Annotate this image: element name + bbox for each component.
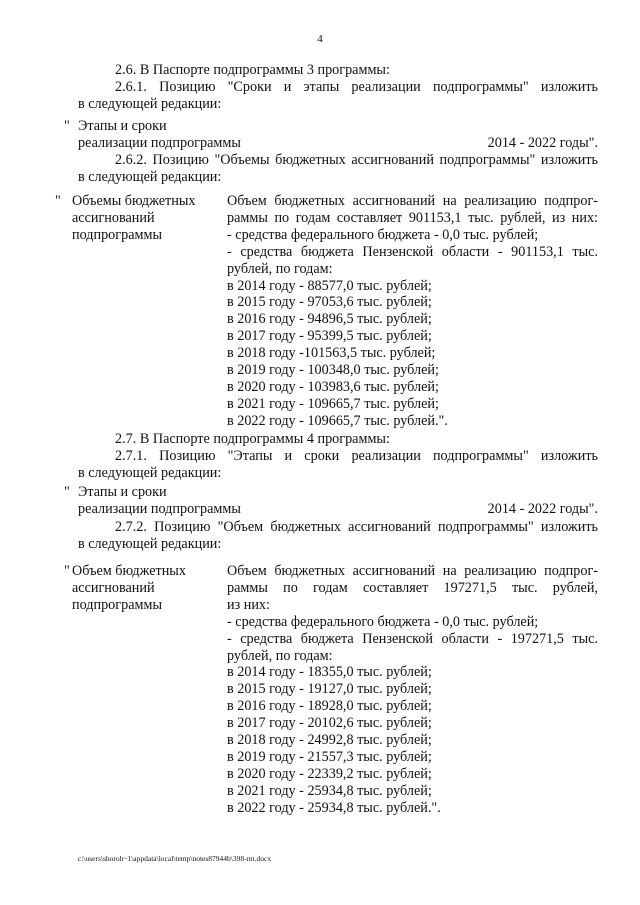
paragraph-2-7-2-line-1: 2.7.2. Позицию "Объем бюджетных ассигнований подпрограммы" изложить	[115, 519, 598, 535]
opening-quote-mark: "	[64, 563, 70, 579]
budget-volume-label-line: ассигнований	[72, 209, 155, 226]
opening-quote-mark: "	[64, 118, 70, 134]
budget-volume-text	[227, 193, 598, 430]
stages-years-value: 2014 - 2022 годы".	[487, 501, 598, 517]
budget-year-line: в 2017 году - 20102,6 тыс. рублей;	[227, 715, 432, 732]
budget-year-line: в 2014 году - 88577,0 тыс. рублей;	[227, 277, 432, 294]
paragraph-2-6-1-line-2: в следующей редакции:	[78, 96, 222, 112]
budget-volume-label-line: подпрограммы	[72, 226, 162, 243]
budget-year-line: в 2016 году - 94896,5 тыс. рублей;	[227, 311, 432, 328]
budget-year-line: в 2021 году - 109665,7 тыс. рублей;	[227, 395, 439, 412]
budget-volume-text	[227, 563, 598, 817]
section-2-7-heading: 2.7. В Паспорте подпрограммы 4 программы:	[115, 431, 390, 447]
stages-label-line: Этапы и сроки	[78, 484, 167, 500]
section-2-6-heading: 2.6. В Паспорте подпрограммы 3 программы:	[115, 62, 390, 78]
budget-year-line: в 2022 году - 109665,7 тыс. рублей.".	[227, 412, 448, 429]
budget-year-line: в 2015 году - 97053,6 тыс. рублей;	[227, 294, 432, 311]
budget-year-line: в 2019 году - 100348,0 тыс. рублей;	[227, 362, 439, 379]
paragraph-2-7-2-line-2: в следующей редакции:	[78, 536, 222, 552]
budget-volume-label	[72, 193, 222, 244]
budget-year-line: в 2019 году - 21557,3 тыс. рублей;	[227, 748, 432, 765]
stages-label-line: реализации подпрограммы	[78, 500, 241, 517]
stages-position-4	[78, 484, 598, 518]
budget-volume-label-line: Объемы бюджетных	[72, 193, 196, 209]
paragraph-2-6-2-line-1: 2.6.2. Позицию "Объемы бюджетных ассигнований подпрограммы" изложить	[115, 152, 598, 168]
stages-label-line: реализации подпрограммы	[78, 134, 241, 151]
budget-year-line: в 2017 году - 95399,5 тыс. рублей;	[227, 328, 432, 345]
paragraph-2-6-2-line-2: в следующей редакции:	[78, 169, 222, 185]
budget-year-line: в 2015 году - 19127,0 тыс. рублей;	[227, 681, 432, 698]
page-number: 4	[317, 33, 323, 45]
budget-volume-label-line: Объем бюджетных	[72, 563, 186, 579]
budget-volume-label-line: ассигнований	[72, 579, 155, 596]
budget-year-line: в 2020 году - 103983,6 тыс. рублей;	[227, 378, 439, 395]
paragraph-2-7-1-line-2: в следующей редакции:	[78, 465, 222, 481]
stages-years-value: 2014 - 2022 годы".	[487, 135, 598, 151]
budget-volume-label-line: подпрограммы	[72, 596, 162, 613]
document-file-path: c:\users\shoroh~1\appdata\local\temp\notes87944b\398-пп.docx	[78, 854, 272, 863]
budget-text-line: - средства бюджета Пензенской области - 901153,1 тыс.	[227, 243, 598, 260]
stages-position-3	[78, 118, 598, 152]
budget-year-line: в 2020 году - 22339,2 тыс. рублей;	[227, 765, 432, 782]
budget-year-line: в 2022 году - 25934,8 тыс. рублей.".	[227, 799, 441, 816]
paragraph-2-7-1-line-1: 2.7.1. Позицию "Этапы и сроки реализации подпрограммы" изложить	[115, 448, 598, 464]
stages-label-line: Этапы и сроки	[78, 118, 167, 134]
budget-year-line: в 2014 году - 18355,0 тыс. рублей;	[227, 664, 432, 681]
budget-year-line: в 2016 году - 18928,0 тыс. рублей;	[227, 698, 432, 715]
opening-quote-mark: "	[64, 484, 70, 500]
budget-text-line: - средства бюджета Пензенской области - 197271,5 тыс.	[227, 630, 598, 647]
opening-quote-mark: "	[55, 193, 61, 209]
budget-year-line: в 2018 году - 24992,8 тыс. рублей;	[227, 732, 432, 749]
budget-text-line: рублей, по годам:	[227, 647, 333, 664]
budget-text-line: раммы по годам составляет 901153,1 тыс. рублей, из них:	[227, 209, 598, 226]
budget-year-line: в 2021 году - 25934,8 тыс. рублей;	[227, 782, 432, 799]
budget-text-line: Объем бюджетных ассигнований на реализацию подпрог-	[227, 193, 598, 209]
budget-year-line: в 2018 году -101563,5 тыс. рублей;	[227, 345, 436, 362]
budget-text-line: - средства федерального бюджета - 0,0 тыс. рублей;	[227, 226, 539, 243]
budget-text-line: Объем бюджетных ассигнований на реализацию подпрог-	[227, 563, 598, 579]
budget-volume-label	[72, 563, 222, 614]
budget-text-line: из них:	[227, 596, 270, 613]
paragraph-2-6-1-line-1: 2.6.1. Позицию "Сроки и этапы реализации подпрограммы" изложить	[115, 79, 598, 95]
budget-text-line: раммы по годам составляет 197271,5 тыс. рублей,	[227, 579, 598, 596]
budget-text-line: рублей, по годам:	[227, 260, 333, 277]
budget-text-line: - средства федерального бюджета - 0,0 тыс. рублей;	[227, 613, 539, 630]
